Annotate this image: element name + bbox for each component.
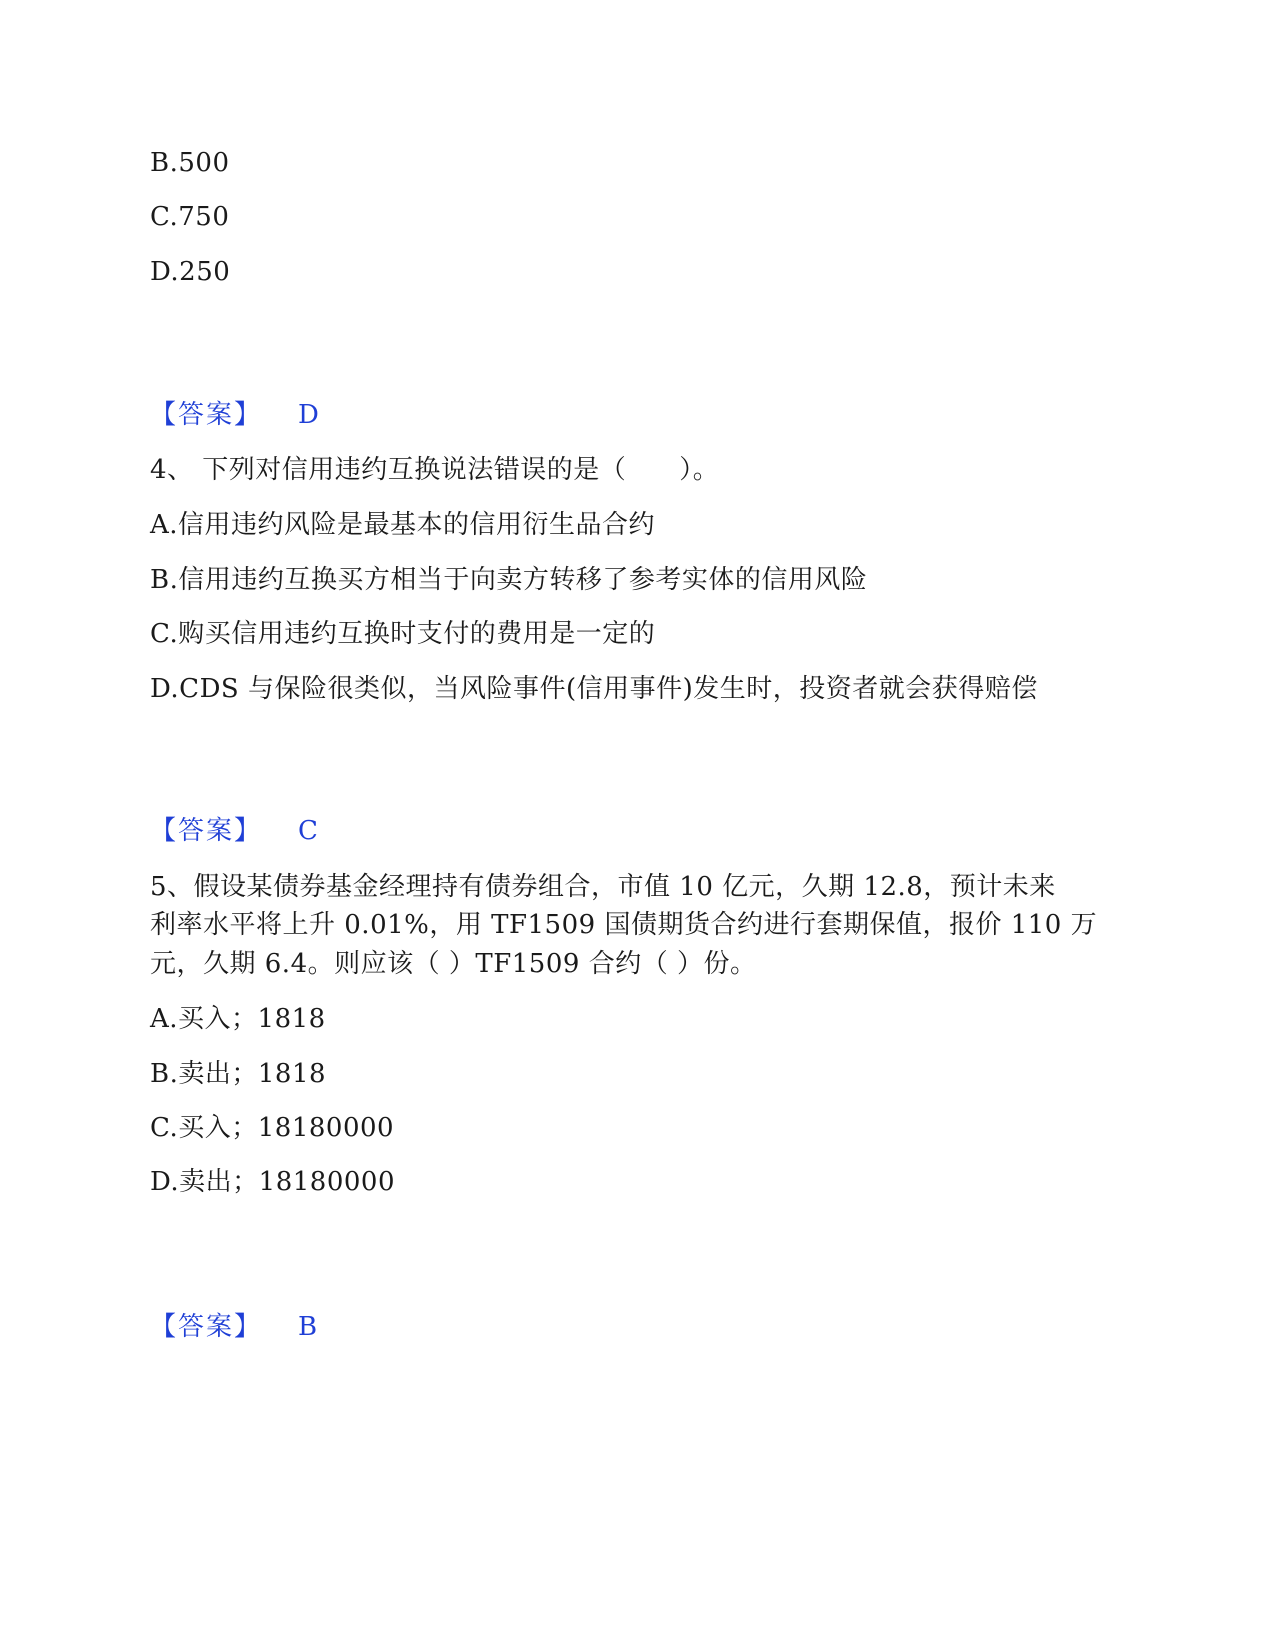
answer-value: C — [298, 816, 318, 846]
q5-option-d: D.卖出；18180000 — [150, 1167, 396, 1197]
q3-option-d: D.250 — [150, 257, 231, 287]
q4-option-c: C.购买信用违约互换时支付的费用是一定的 — [150, 619, 656, 649]
answer-label: 【答案】 — [150, 400, 263, 430]
q4-option-b: B.信用违约互换买方相当于向卖方转移了参考实体的信用风险 — [150, 565, 868, 595]
q4-option-d: D.CDS 与保险很类似，当风险事件(信用事件)发生时，投资者就会获得赔偿 — [150, 674, 1038, 704]
q5-option-a: A.买入；1818 — [150, 1004, 326, 1034]
q5-option-b: B.卖出；1818 — [150, 1059, 327, 1089]
q3-option-c: C.750 — [150, 202, 230, 232]
q5-option-c: C.买入；18180000 — [150, 1113, 395, 1143]
q5-stem-line-3: 元，久期 6.4。则应该（ ）TF1509 合约（ ）份。 — [150, 949, 757, 979]
q4-option-a: A.信用违约风险是最基本的信用衍生品合约 — [150, 510, 656, 540]
q4-answer — [150, 816, 318, 846]
q4-stem: 4、 下列对信用违约互换说法错误的是（ ）。 — [150, 455, 720, 485]
q3-option-b: B.500 — [150, 148, 230, 178]
answer-label: 【答案】 — [150, 816, 263, 846]
answer-value: B — [298, 1312, 318, 1342]
q5-stem-line-2: 利率水平将上升 0.01%，用 TF1509 国债期货合约进行套期保值，报价 110 万 — [150, 910, 1098, 940]
q5-answer — [150, 1312, 318, 1342]
q3-answer — [150, 400, 319, 430]
answer-value: D — [298, 400, 319, 430]
q5-stem-line-1: 5、假设某债券基金经理持有债券组合，市值 10 亿元，久期 12.8，预计未来 — [150, 872, 1056, 902]
answer-label: 【答案】 — [150, 1312, 263, 1342]
